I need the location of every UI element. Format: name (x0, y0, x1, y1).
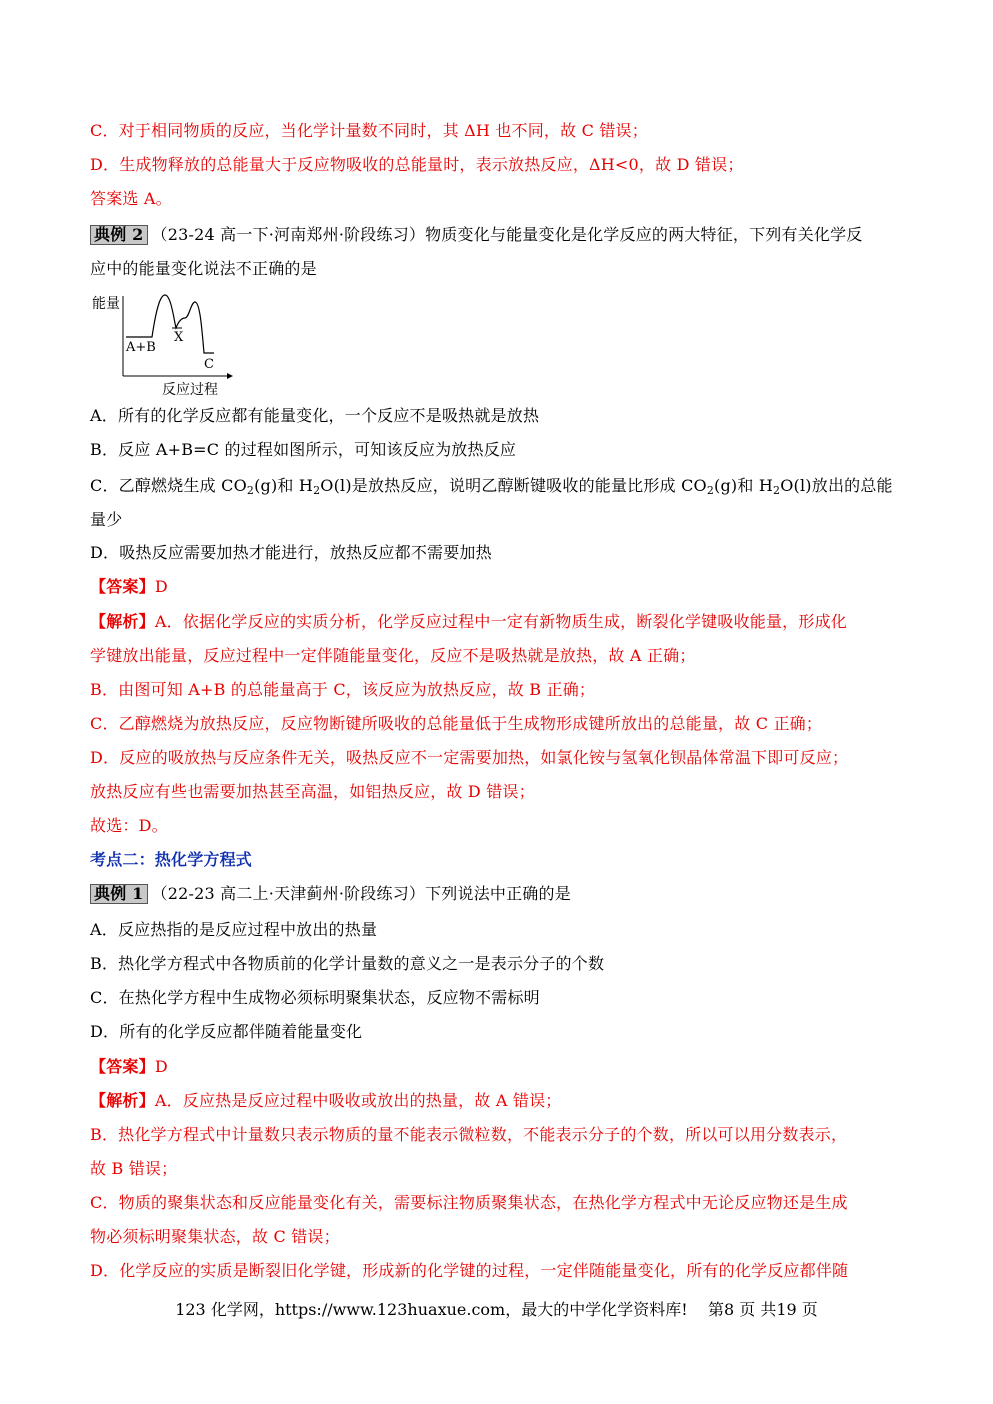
explanation-line: C．物质的聚集状态和反应能量变化有关，需要标注物质聚集状态，在热化学方程式中无论反应物还是生成 (90, 1193, 848, 1212)
energy-diagram (90, 290, 240, 398)
explanation-line: B．由图可知 A+B 的总能量高于 C，该反应为放热反应，故 B 正确； (90, 680, 596, 699)
example-tag: 典例 2 (90, 225, 148, 245)
label-x: X (174, 330, 184, 345)
explanation-line: B．热化学方程式中计量数只表示物质的量不能表示微粒数，不能表示分子的个数，所以可以用分数表示， (90, 1125, 848, 1144)
option-d: D．吸热反应需要加热才能进行，放热反应都不需要加热 (90, 543, 492, 562)
subscript: 2 (246, 484, 255, 497)
option-b: B．反应 A+B=C 的过程如图所示，可知该反应为放热反应 (90, 440, 517, 459)
option-c-text: (g)和 H (714, 476, 774, 495)
explanation-row (90, 612, 847, 632)
footer-text: 123 化学网，https://www.123huaxue.com，最大的中学化学资料库! (175, 1300, 688, 1319)
option-b: B．热化学方程式中各物质前的化学计量数的意义之一是表示分子的个数 (90, 954, 605, 973)
label-a-plus-b: A+B (126, 340, 156, 355)
option-c-text: O(l)是放热反应，说明乙醇断键吸收的能量比形成 CO (320, 476, 707, 495)
x-axis-arrow (227, 373, 233, 379)
explanation-line: 故 B 错误； (90, 1159, 178, 1178)
answer-value: D (154, 1057, 168, 1076)
explanation-line: C．乙醇燃烧为放热反应，反应物断键所吸收的总能量低于生成物形成键所放出的总能量，故 C 正确； (90, 714, 823, 733)
subscript: 2 (773, 484, 781, 497)
answer-row (90, 1057, 168, 1077)
example2-stem (90, 225, 863, 245)
example1-stem (90, 884, 571, 904)
option-c: C．在热化学方程中生成物必须标明聚集状态，反应物不需标明 (90, 988, 540, 1007)
explanation-line: D．化学反应的实质是断裂旧化学键，形成新的化学键的过程，一定伴随能量变化，所有的化学反应都伴随 (90, 1261, 849, 1280)
answer-label: 【答案】 (90, 1057, 155, 1076)
label-c: C (204, 357, 214, 372)
page-footer (0, 1300, 993, 1320)
explanation-line-d: D．生成物释放的总能量大于反应物吸收的总能量时，表示放热反应，ΔH<0，故 D 错误； (90, 155, 744, 174)
x-axis-label: 反应过程 (162, 382, 218, 398)
option-c-text: C．乙醇燃烧生成 CO (90, 476, 247, 495)
explanation-line-c: C．对于相同物质的反应，当化学计量数不同时，其 ΔH 也不同，故 C 错误； (90, 121, 648, 140)
section-title: 考点二：热化学方程式 (90, 850, 253, 869)
choose-line: 故选：D。 (90, 816, 168, 835)
subscript: 2 (706, 484, 715, 497)
option-c-text: (g)和 H (254, 476, 314, 495)
explanation-line: 物必须标明聚集状态，故 C 错误； (90, 1227, 340, 1246)
option-d: D．所有的化学反应都伴随着能量变化 (90, 1022, 363, 1041)
subscript: 2 (313, 484, 321, 497)
answer-value: D (154, 577, 168, 596)
answer-line: 答案选 A。 (90, 189, 172, 208)
explanation-row (90, 1091, 562, 1111)
explanation-label: 【解析】 (90, 1091, 155, 1110)
example-tag: 典例 1 (90, 884, 148, 904)
option-c-cont: 量少 (90, 510, 123, 529)
option-c (90, 476, 893, 496)
option-a: A．反应热指的是反应过程中放出的热量 (90, 920, 378, 939)
stem-text: （22-23 高二上·天津蓟州·阶段练习）下列说法中正确的是 (151, 884, 571, 903)
option-a: A．所有的化学反应都有能量变化，一个反应不是吸热就是放热 (90, 406, 540, 425)
option-c-text: O(l)放出的总能 (780, 476, 893, 495)
explanation-text: A．反应热是反应过程中吸收或放出的热量，故 A 错误； (154, 1091, 562, 1110)
explanation-line: 放热反应有些也需要加热甚至高温，如铝热反应，故 D 错误； (90, 782, 535, 801)
stem-text: （23-24 高一下·河南郑州·阶段练习）物质变化与能量变化是化学反应的两大特征，下列有关化学反 (151, 225, 863, 244)
explanation-line: 学键放出能量，反应过程中一定伴随能量变化，反应不是吸热就是放热，故 A 正确； (90, 646, 696, 665)
answer-label: 【答案】 (90, 577, 155, 596)
explanation-label: 【解析】 (90, 612, 155, 631)
explanation-line: D．反应的吸放热与反应条件无关，吸热反应不一定需要加热，如氯化铵与氢氧化钡晶体常温下即可反应； (90, 748, 849, 767)
answer-row (90, 577, 168, 597)
page-number: 第8 页 共19 页 (708, 1300, 818, 1319)
explanation-text: A．依据化学反应的实质分析，化学反应过程中一定有新物质生成，断裂化学键吸收能量，形成化 (154, 612, 847, 631)
y-axis-label: 能量 (92, 296, 120, 312)
example2-stem-cont: 应中的能量变化说法不正确的是 (90, 259, 317, 278)
